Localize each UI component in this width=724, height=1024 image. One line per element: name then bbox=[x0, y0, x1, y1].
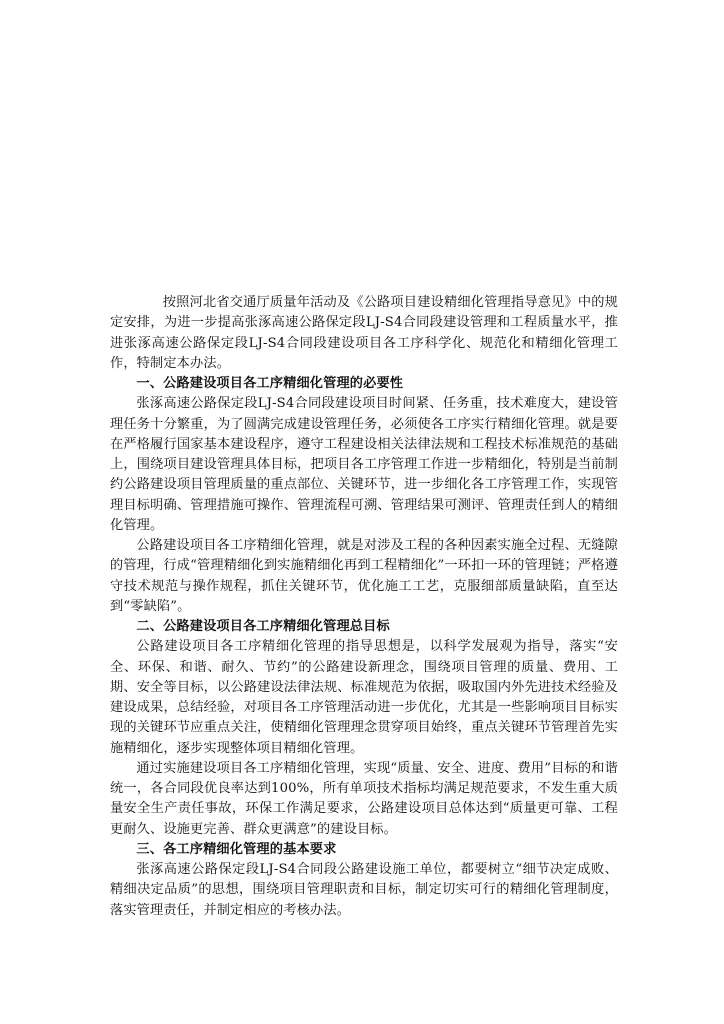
section-heading-2: 二、公路建设项目各工序精细化管理总目标 bbox=[136, 619, 390, 634]
intro-paragraph: 按照河北省交通厅质量年活动及《公路项目建设精细化管理指导意见》中的规定安排，为进一步提高张涿高速公路保定段LJ-S4合同段建设管理和工程质量水平，推进张涿高速公路保定段LJ-S4合同段建设项目各工序科学化、规范化和精细化管理工作，特制定本办法。 bbox=[110, 295, 618, 371]
body-paragraph: 公路建设项目各工序精细化管理的指导思想是，以科学发展观为指导，落实“安全、环保、和谐、耐久、节约”的公路建设新理念，围绕项目管理的质量、费用、工期、安全等目标，以公路建设法律法规、标准规范为依据，吸取国内外先进技术经验及建设成果，总结经验，对项目各工序管理活动进一步优化，尤其是一些影响项目目标实现的关键环节应重点关注，使精细化管理理念贯穿项目始终，重点关键环节管理首先实施精细化，逐步实现整体项目精细化管理。 bbox=[110, 639, 618, 756]
section-heading-1: 一、公路建设项目各工序精细化管理的必要性 bbox=[136, 376, 404, 391]
body-paragraph: 通过实施建设项目各工序精细化管理，实现“质量、安全、进度、费用”目标的和谐统一，各合同段优良率达到100%，所有单项技术指标均满足规范要求，不发生重大质量安全生产责任事故，环保工作满足要求，公路建设项目总体达到“质量更可靠、工程更耐久、设施更完善、群众更满意”的建设目标。 bbox=[110, 760, 618, 837]
body-paragraph: 公路建设项目各工序精细化管理，就是对涉及工程的各种因素实施全过程、无缝隙的管理，行成“管理精细化到实施精细化再到工程精细化”一环扣一环的管理链；严格遵守技术规范与操作规程，抓住关键环节，优化施工工艺，克服细部质量缺陷，直至达到“零缺陷”。 bbox=[110, 538, 618, 614]
body-paragraph: 张涿高速公路保定段LJ-S4合同段公路建设施工单位，都要树立“细节决定成败、精细决定品质”的思想，围绕项目管理职责和目标，制定切实可行的精细化管理制度，落实管理责任，并制定相应的考核办法。 bbox=[110, 862, 618, 918]
document-body bbox=[110, 293, 618, 921]
body-paragraph: 张涿高速公路保定段LJ-S4合同段建设项目时间紧、任务重，技术难度大，建设管理任务十分繁重，为了圆满完成建设管理任务，必须使各工序实行精细化管理。就是要在严格履行国家基本建设程序，遵守工程建设相关法律法规和工程技术标准规范的基础上，围绕项目建设管理具体目标，把项目各工序管理工作进一步精细化，特别是当前制约公路建设项目管理质量的重点部位、关键环节，进一步细化各工序管理工作，实现管理目标明确、管理措施可操作、管理流程可溯、管理结果可测评、管理责任到人的精细化管理。 bbox=[110, 396, 618, 533]
section-heading-3: 三、各工序精细化管理的基本要求 bbox=[136, 841, 337, 857]
